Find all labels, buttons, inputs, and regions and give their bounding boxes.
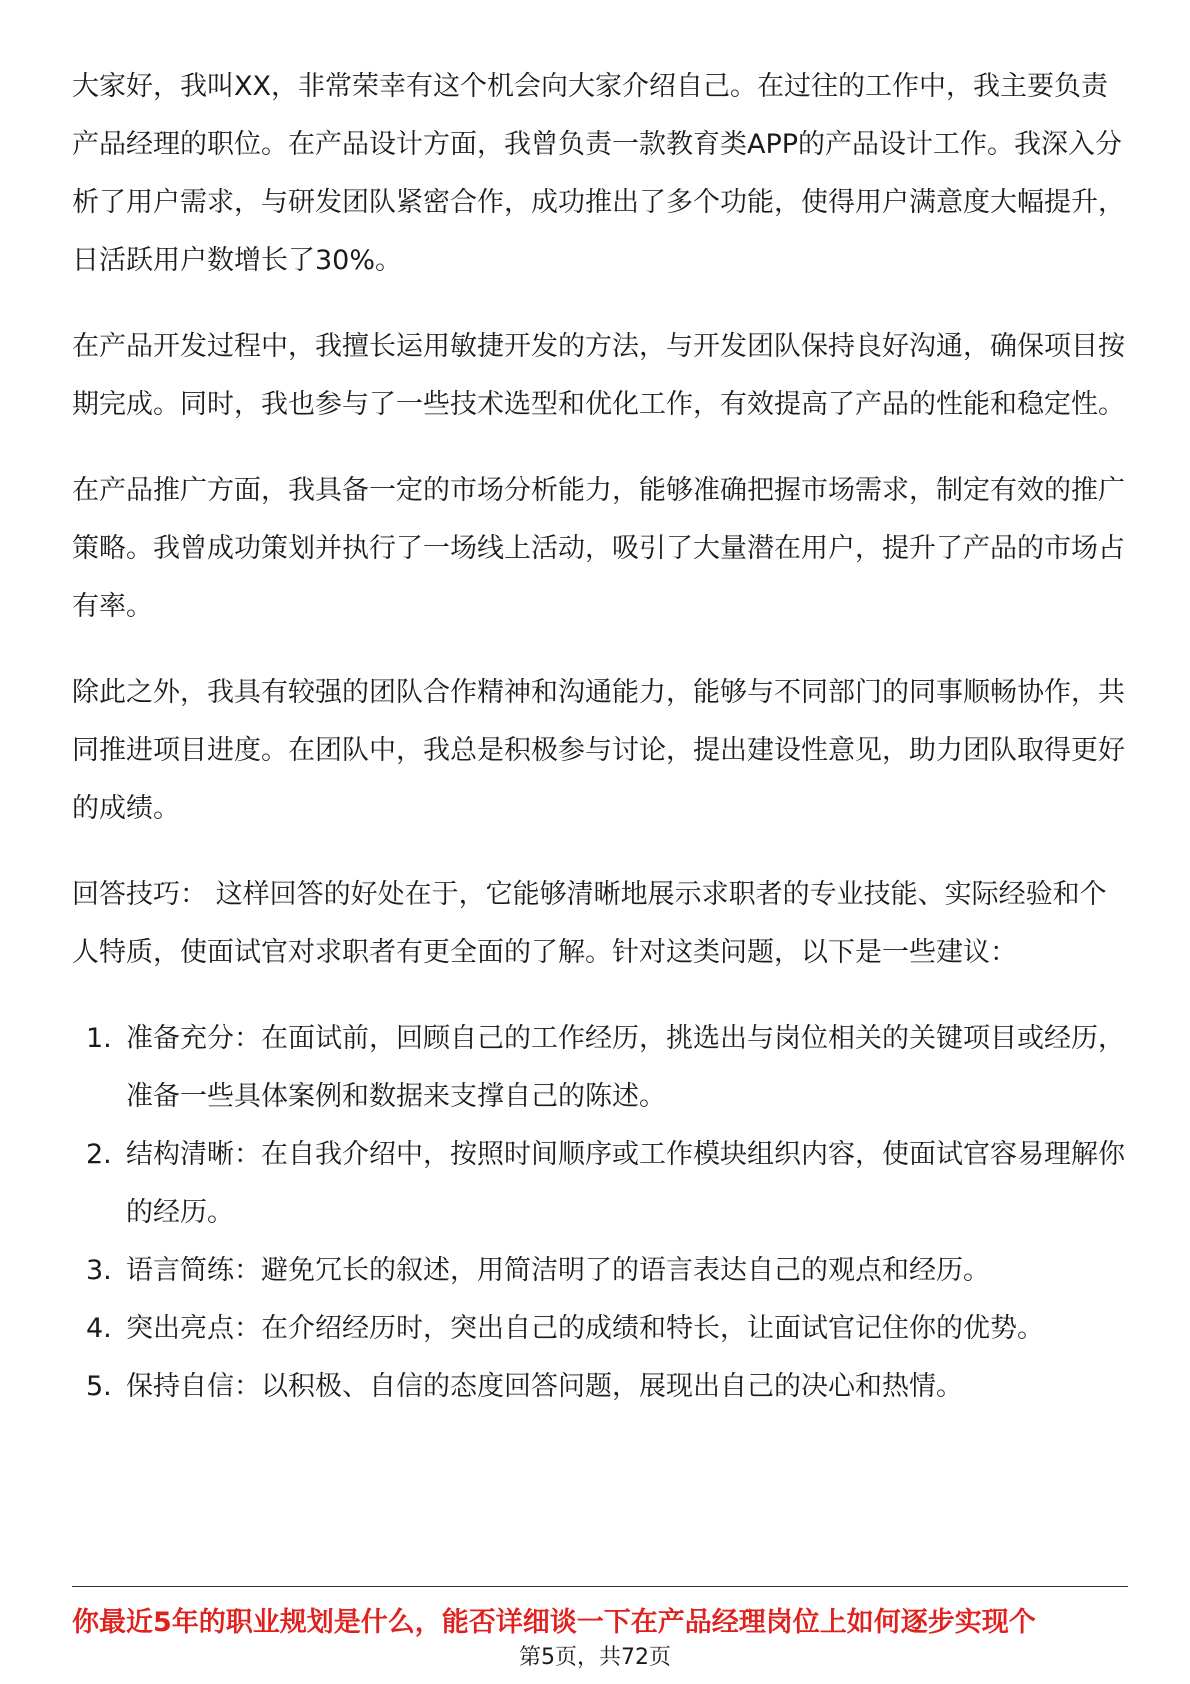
paragraph-answer-tips: 回答技巧： 这样回答的好处在于，它能够清晰地展示求职者的专业技能、实际经验和个人特质，使面试官对求职者有更全面的了解。针对这类问题，以下是一些建议： [72,879,1107,968]
page-footer: 第5页，共72页 [519,1645,671,1670]
list-item [72,1300,1132,1358]
paragraph-development: 在产品开发过程中，我擅长运用敏捷开发的方法，与开发团队保持良好沟通，确保项目按期完成。同时，我也参与了一些技术选型和优化工作，有效提高了产品的性能和稳定性。 [72,331,1125,420]
paragraph-promotion: 在产品推广方面，我具备一定的市场分析能力，能够准确把握市场需求，制定有效的推广策略。我曾成功策划并执行了一场线上活动，吸引了大量潜在用户，提升了产品的市场占有率。 [72,475,1125,622]
list-text: 准备充分：在面试前，回顾自己的工作经历，挑选出与岗位相关的关键项目或经历，准备一些具体案例和数据来支撑自己的陈述。 [126,1023,1125,1112]
main-content [72,58,1132,1416]
list-text: 突出亮点：在介绍经历时，突出自己的成绩和特长，让面试官记住你的优势。 [126,1313,1044,1344]
list-text: 结构清晰：在自我介绍中，按照时间顺序或工作模块组织内容，使面试官容易理解你的经历。 [126,1139,1125,1228]
list-item [72,1126,1132,1242]
paragraph-intro: 大家好，我叫XX，非常荣幸有这个机会向大家介绍自己。在过往的工作中，我主要负责产品经理的职位。在产品设计方面，我曾负责一款教育类APP的产品设计工作。我深入分析了用户需求，与研发团队紧密合作，成功推出了多个功能，使得用户满意度大幅提升，日活跃用户数增长了30%。 [72,71,1125,276]
list-item [72,1242,1132,1300]
list-text: 语言简练：避免冗长的叙述，用简洁明了的语言表达自己的观点和经历。 [126,1255,990,1286]
list-number: 1. [86,1023,112,1054]
list-number: 2. [86,1139,112,1170]
tips-list [72,1010,1132,1416]
list-text: 保持自信：以积极、自信的态度回答问题，展现出自己的决心和热情。 [126,1371,963,1402]
list-item [72,1010,1132,1126]
list-number: 4. [86,1313,112,1344]
list-number: 3. [86,1255,112,1286]
section-divider [72,1586,1128,1587]
list-number: 5. [86,1371,112,1402]
paragraph-teamwork: 除此之外，我具有较强的团队合作精神和沟通能力，能够与不同部门的同事顺畅协作，共同推进项目进度。在团队中，我总是积极参与讨论，提出建设性意见，助力团队取得更好的成绩。 [72,677,1125,824]
list-item [72,1358,1132,1416]
next-question-heading: 你最近5年的职业规划是什么，能否详细谈一下在产品经理岗位上如何逐步实现个 [72,1607,1036,1638]
